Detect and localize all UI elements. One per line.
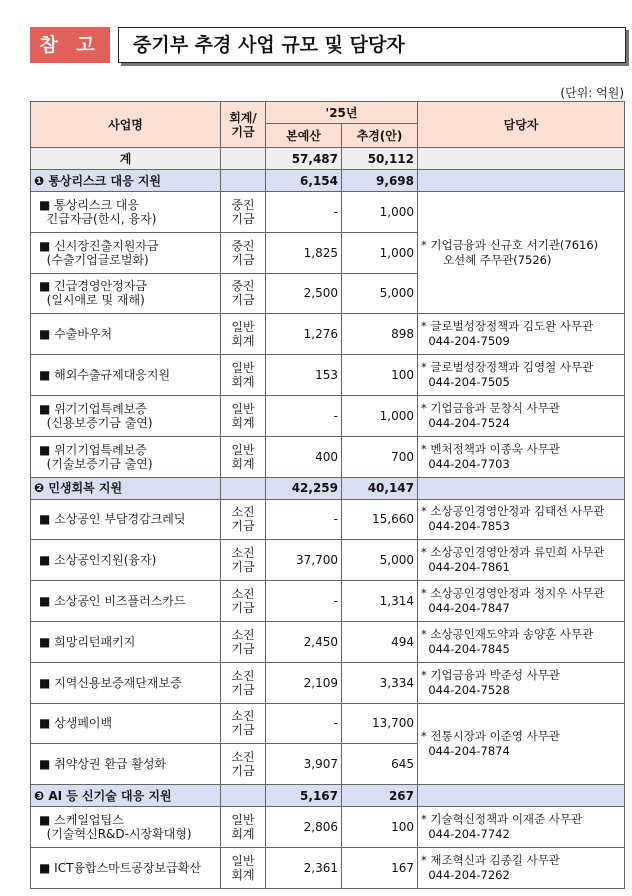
section-label: ❷ 민생회복 지원 <box>31 477 221 499</box>
supp-budget: 3,334 <box>342 662 418 703</box>
table-row <box>31 807 625 848</box>
program-name: ■ ICT융합스마트공장보급확산 <box>31 847 221 888</box>
contact-cell: * 소상공인재도약과 송양훈 사무관 044-204-7845 <box>418 621 625 662</box>
supp-budget: 100 <box>342 807 418 848</box>
total-row <box>31 148 625 170</box>
section-row <box>31 477 625 499</box>
account-type: 소진 기금 <box>221 499 266 540</box>
contact-cell: * 글로벌성장정책과 김영철 사무관 044-204-7505 <box>418 355 625 396</box>
total-label: 계 <box>31 148 221 170</box>
table-row <box>31 192 625 233</box>
account-type: 일반 회계 <box>221 355 266 396</box>
table-row <box>31 499 625 540</box>
account-type: 중진 기금 <box>221 192 266 233</box>
supp-budget: 15,660 <box>342 499 418 540</box>
program-name: ■ 소상공인 비즈플러스카드 <box>31 581 221 622</box>
contact-cell: * 소상공인경영안정과 김태선 사무관 044-204-7853 <box>418 499 625 540</box>
account-type: 소진 기금 <box>221 540 266 581</box>
base-budget: 2,361 <box>266 847 342 888</box>
col-header-supp: 추경(안) <box>342 124 418 148</box>
supp-budget: 5,000 <box>342 540 418 581</box>
account-type: 일반 회계 <box>221 847 266 888</box>
section-label: ❶ 통상리스크 대응 지원 <box>31 170 221 192</box>
col-header-year: '25년 <box>266 102 418 124</box>
section-contact-empty <box>418 170 625 192</box>
account-type: 중진 기금 <box>221 273 266 314</box>
table-row <box>31 847 625 888</box>
program-name: ■ 상생페이백 <box>31 703 221 744</box>
contact-cell: * 글로벌성장정책과 김도완 사무관 044-204-7509 <box>418 314 625 355</box>
title-box <box>118 27 626 63</box>
contact-cell: * 기업금융과 문창식 사무관 044-204-7524 <box>418 395 625 436</box>
base-budget: 2,109 <box>266 662 342 703</box>
section-label: ❸ AI 등 신기술 대응 지원 <box>31 785 221 807</box>
section-supp: 40,147 <box>342 477 418 499</box>
program-name: ■ 소상공인지원(융자) <box>31 540 221 581</box>
program-name: ■ 수출바우처 <box>31 314 221 355</box>
supp-budget: 100 <box>342 355 418 396</box>
account-type: 일반 회계 <box>221 436 266 477</box>
account-type: 중진 기금 <box>221 232 266 273</box>
col-header-contact: 담당자 <box>418 102 625 148</box>
base-budget: 2,806 <box>266 807 342 848</box>
section-base: 42,259 <box>266 477 342 499</box>
base-budget: - <box>266 703 342 744</box>
section-row <box>31 785 625 807</box>
program-name: ■ 통상리스크 대응 긴급자금(한시, 융자) <box>31 192 221 233</box>
col-header-name: 사업명 <box>31 102 221 148</box>
account-type: 일반 회계 <box>221 807 266 848</box>
supp-budget: 13,700 <box>342 703 418 744</box>
base-budget: 1,825 <box>266 232 342 273</box>
col-header-account: 회계/기금 <box>221 102 266 148</box>
section-account-empty <box>221 170 266 192</box>
section-supp: 9,698 <box>342 170 418 192</box>
base-budget: 400 <box>266 436 342 477</box>
supp-budget: 494 <box>342 621 418 662</box>
page-title: 중기부 추경 사업 규모 및 담당자 <box>133 34 405 56</box>
supp-budget: 700 <box>342 436 418 477</box>
supp-budget: 898 <box>342 314 418 355</box>
base-budget: 37,700 <box>266 540 342 581</box>
table-row <box>31 703 625 744</box>
section-account-empty <box>221 785 266 807</box>
table-row <box>31 355 625 396</box>
page-header <box>30 27 626 63</box>
program-name: ■ 스케일업팁스 (기술혁신R&D-시장확대형) <box>31 807 221 848</box>
section-contact-empty <box>418 477 625 499</box>
program-name: ■ 위기기업특례보증 (신용보증기금 출연) <box>31 395 221 436</box>
total-base: 57,487 <box>266 148 342 170</box>
section-base: 6,154 <box>266 170 342 192</box>
contact-cell: * 제조혁신과 김종길 사무관 044-204-7262 <box>418 847 625 888</box>
section-supp: 267 <box>342 785 418 807</box>
base-budget: - <box>266 499 342 540</box>
section-row <box>31 170 625 192</box>
program-name: ■ 취약상권 환급 활성화 <box>31 744 221 785</box>
supp-budget: 167 <box>342 847 418 888</box>
program-name: ■ 지역신용보증재단재보증 <box>31 662 221 703</box>
table-row <box>31 436 625 477</box>
table-row <box>31 662 625 703</box>
base-budget: 3,907 <box>266 744 342 785</box>
supp-budget: 1,000 <box>342 232 418 273</box>
reference-tag: 참 고 <box>30 27 110 63</box>
program-name: ■ 위기기업특례보증 (기술보증기금 출연) <box>31 436 221 477</box>
contact-cell: * 전통시장과 이준영 사무관 044-204-7874 <box>418 703 625 785</box>
contact-cell: * 벤처정책과 이종욱 사무관 044-204-7703 <box>418 436 625 477</box>
section-account-empty <box>221 477 266 499</box>
program-name: ■ 신시장진출지원자금 (수출기업글로벌화) <box>31 232 221 273</box>
account-type: 소진 기금 <box>221 744 266 785</box>
table-row <box>31 314 625 355</box>
contact-cell: * 기업금융과 박준성 사무관 044-204-7528 <box>418 662 625 703</box>
account-type: 일반 회계 <box>221 395 266 436</box>
base-budget: 2,450 <box>266 621 342 662</box>
table-row <box>31 621 625 662</box>
table-row <box>31 395 625 436</box>
contact-cell: * 기술혁신정책과 이재준 사무관 044-204-7742 <box>418 807 625 848</box>
table-row <box>31 540 625 581</box>
contact-cell: * 소상공인경영안정과 류민희 사무관 044-204-7861 <box>418 540 625 581</box>
contact-cell: * 소상공인경영안정과 정지우 사무관 044-204-7847 <box>418 581 625 622</box>
account-type: 일반 회계 <box>221 314 266 355</box>
account-type: 소진 기금 <box>221 662 266 703</box>
section-contact-empty <box>418 785 625 807</box>
account-type: 소진 기금 <box>221 703 266 744</box>
budget-table <box>30 101 625 889</box>
supp-budget: 5,000 <box>342 273 418 314</box>
program-name: ■ 희망리턴패키지 <box>31 621 221 662</box>
unit-label: (단위: 억원) <box>560 86 624 100</box>
account-type: 소진 기금 <box>221 581 266 622</box>
base-budget: - <box>266 581 342 622</box>
base-budget: 2,500 <box>266 273 342 314</box>
program-name: ■ 긴급경영안정자금 (일시애로 및 재해) <box>31 273 221 314</box>
program-name: ■ 해외수출규제대응지원 <box>31 355 221 396</box>
account-type: 소진 기금 <box>221 621 266 662</box>
base-budget: - <box>266 192 342 233</box>
supp-budget: 1,000 <box>342 192 418 233</box>
supp-budget: 1,000 <box>342 395 418 436</box>
supp-budget: 645 <box>342 744 418 785</box>
program-name: ■ 소상공인 부담경감크레딧 <box>31 499 221 540</box>
supp-budget: 1,314 <box>342 581 418 622</box>
contact-cell: * 기업금융과 신규호 서기관(7616) 오선혜 주무관(7526) <box>418 192 625 314</box>
col-header-base: 본예산 <box>266 124 342 148</box>
base-budget: - <box>266 395 342 436</box>
table-row <box>31 581 625 622</box>
total-supp: 50,112 <box>342 148 418 170</box>
base-budget: 1,276 <box>266 314 342 355</box>
base-budget: 153 <box>266 355 342 396</box>
section-base: 5,167 <box>266 785 342 807</box>
